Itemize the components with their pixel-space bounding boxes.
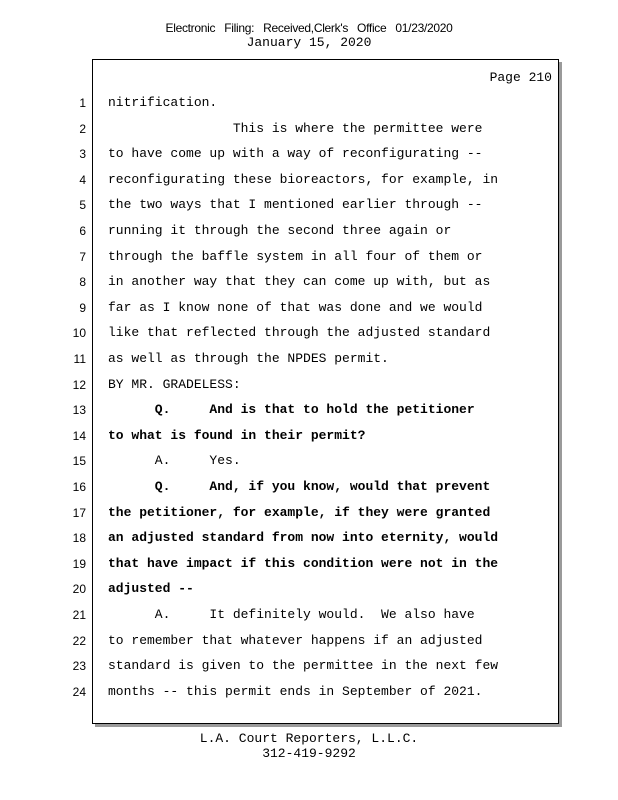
line-text: adjusted -- [108,581,194,596]
line-number: 24 [72,685,86,699]
line-text: This is where the permittee were [108,121,483,136]
line-text: reconfigurating these bioreactors, for example, in [108,172,499,187]
line-text: through the baffle system in all four of them or [108,249,483,264]
line-number: 4 [79,173,86,187]
line-number: 19 [72,557,86,571]
line-text: A. Yes. [108,453,241,468]
line-text: months -- this permit ends in September of 2021. [108,684,483,699]
line-text: Q. And is that to hold the petitioner [108,402,475,417]
line-text: as well as through the NPDES permit. [108,351,389,366]
line-number: 21 [72,608,86,622]
line-number: 9 [79,301,86,315]
line-number: 6 [79,224,86,238]
line-text: Q. And, if you know, would that prevent [108,479,491,494]
line-number: 23 [72,659,86,673]
line-text: like that reflected through the adjusted standard [108,325,491,340]
line-text: running it through the second three again or [108,223,452,238]
line-number: 17 [72,506,86,520]
line-number: 11 [73,352,86,366]
line-number: 16 [72,480,86,494]
transcript-date: January 15, 2020 [246,35,372,50]
line-text: an adjusted standard from now into eternity, would [108,530,499,545]
line-number: 3 [79,147,86,161]
line-number: 12 [72,378,86,392]
line-number: 22 [72,634,86,648]
page-number: Page 210 [489,70,552,85]
line-number: 20 [72,582,86,596]
reporter-phone: 312-419-9292 [262,746,356,761]
line-text: to what is found in their permit? [108,428,366,443]
filing-stamp: Electronic Filing: Received,Clerk's Office 01/23/2020 [165,21,453,35]
line-number: 18 [72,531,86,545]
line-text: to have come up with a way of reconfigurating -- [108,146,483,161]
line-text: to remember that whatever happens if an adjusted [108,633,483,648]
line-text: BY MR. GRADELESS: [108,377,241,392]
line-number: 1 [79,96,86,110]
line-number: 10 [72,326,86,340]
line-number: 2 [79,122,86,136]
line-number: 13 [72,403,86,417]
line-text: that have impact if this condition were not in the [108,556,499,571]
line-text: in another way that they can come up with, but as [108,274,491,289]
reporter-company: L.A. Court Reporters, L.L.C. [199,731,419,746]
line-number: 5 [79,198,86,212]
line-number: 15 [72,454,86,468]
line-text: standard is given to the permittee in the next few [108,658,499,673]
line-number: 14 [72,429,86,443]
line-number: 8 [79,275,86,289]
line-text: far as I know none of that was done and we would [108,300,483,315]
line-text: nitrification. [108,95,218,110]
line-text: the two ways that I mentioned earlier through -- [108,197,483,212]
line-text: A. It definitely would. We also have [108,607,475,622]
line-text: the petitioner, for example, if they were granted [108,505,491,520]
line-number: 7 [79,250,86,264]
